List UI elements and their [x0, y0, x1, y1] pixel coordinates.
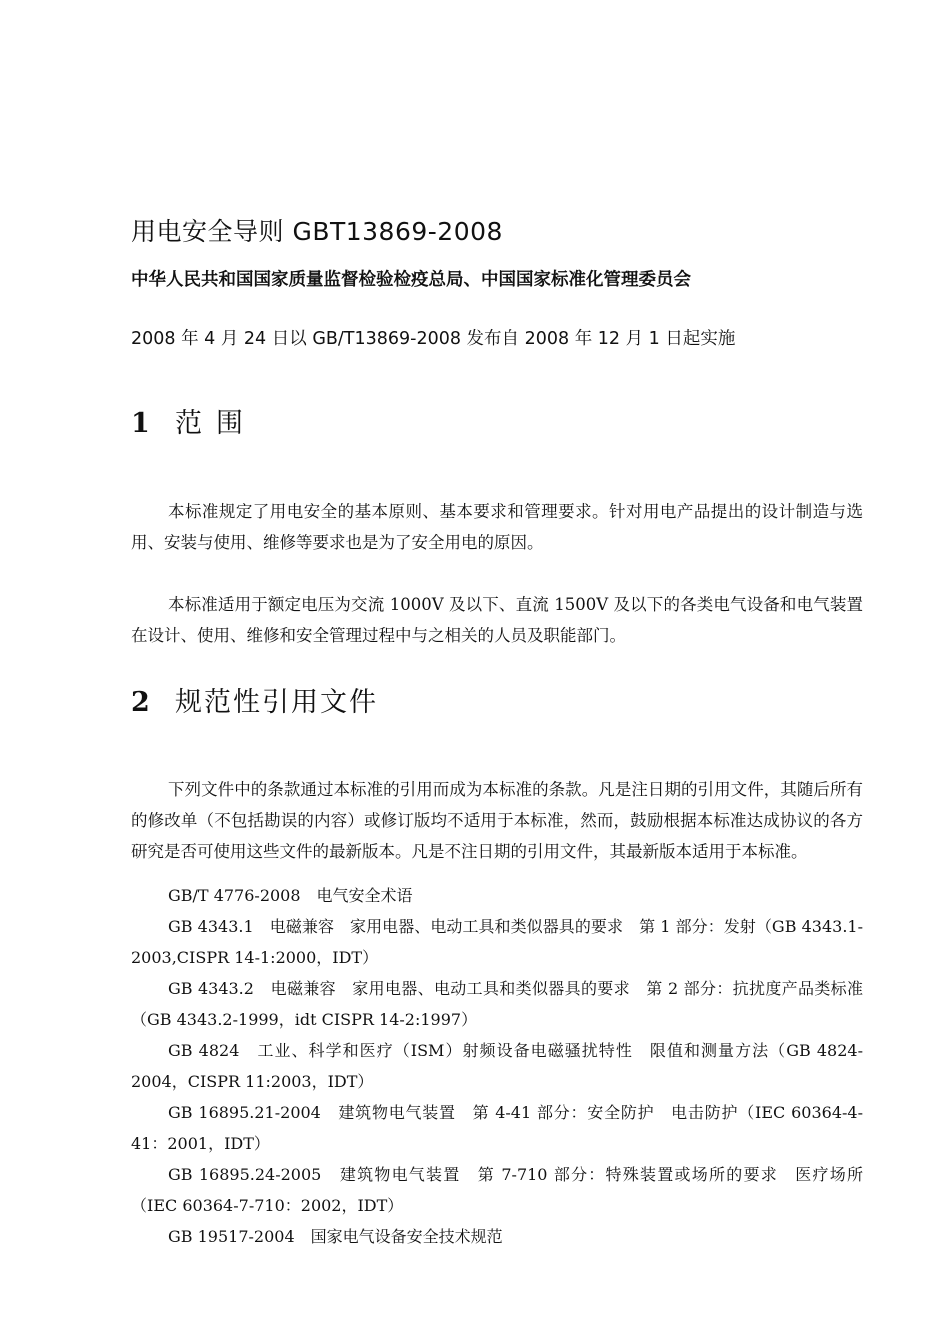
issuing-authority: 中华人民共和国国家质量监督检验检疫总局、中国国家标准化管理委员会: [131, 270, 691, 290]
section-2-heading: [131, 683, 378, 723]
reference-item: GB 4824 工业、科学和医疗（ISM）射频设备电磁骚扰特性 限值和测量方法（GB 4824-2004，CISPR 11:2003，IDT）: [131, 1041, 863, 1091]
reference-item: GB 4343.1 电磁兼容 家用电器、电动工具和类似器具的要求 第 1 部分：发射（GB 4343.1-2003,CISPR 14-1:2000，IDT）: [131, 917, 863, 967]
section-number: 1: [131, 408, 150, 439]
reference-item: GB/T 4776-2008 电气安全术语: [168, 886, 413, 905]
section-title: 范围: [175, 408, 257, 439]
reference-item: GB 16895.24-2005 建筑物电气装置 第 7-710 部分：特殊装置或场所的要求 医疗场所（IEC 60364-7-710：2002，IDT）: [131, 1165, 863, 1215]
reference-item: GB 4343.2 电磁兼容 家用电器、电动工具和类似器具的要求 第 2 部分：抗扰度产品类标准（GB 4343.2-1999，idt CISPR 14-2:1997）: [131, 979, 863, 1029]
reference-item: GB 19517-2004 国家电气设备安全技术规范: [168, 1227, 503, 1246]
section-title: 规范性引用文件: [175, 687, 378, 718]
section-number: 2: [131, 687, 150, 718]
publication-dates: 2008 年 4 月 24 日以 GB/T13869-2008 发布自 2008 年 12 月 1 日起实施: [131, 329, 736, 349]
section-1-paragraph-2: 本标准适用于额定电压为交流 1000V 及以下、直流 1500V 及以下的各类电气设备和电气装置在设计、使用、维修和安全管理过程中与之相关的人员及职能部门。: [131, 594, 863, 645]
reference-item: GB 16895.21-2004 建筑物电气装置 第 4-41 部分：安全防护 电击防护（IEC 60364-4-41：2001，IDT）: [131, 1103, 863, 1153]
document-title: 用电安全导则 GBT13869-2008: [131, 217, 503, 246]
section-1-heading: [131, 404, 257, 444]
section-1-paragraph-1: 本标准规定了用电安全的基本原则、基本要求和管理要求。针对用电产品提出的设计制造与选用、安装与使用、维修等要求也是为了安全用电的原因。: [131, 501, 863, 552]
normative-references-list: [131, 880, 863, 1252]
section-2-paragraph-1: 下列文件中的条款通过本标准的引用而成为本标准的条款。凡是注日期的引用文件，其随后所有的修改单（不包括勘误的内容）或修订版均不适用于本标准，然而，鼓励根据本标准达成协议的各方研究是否可使用这些文件的最新版本。凡是不注日期的引用文件，其最新版本适用于本标准。: [131, 779, 863, 861]
